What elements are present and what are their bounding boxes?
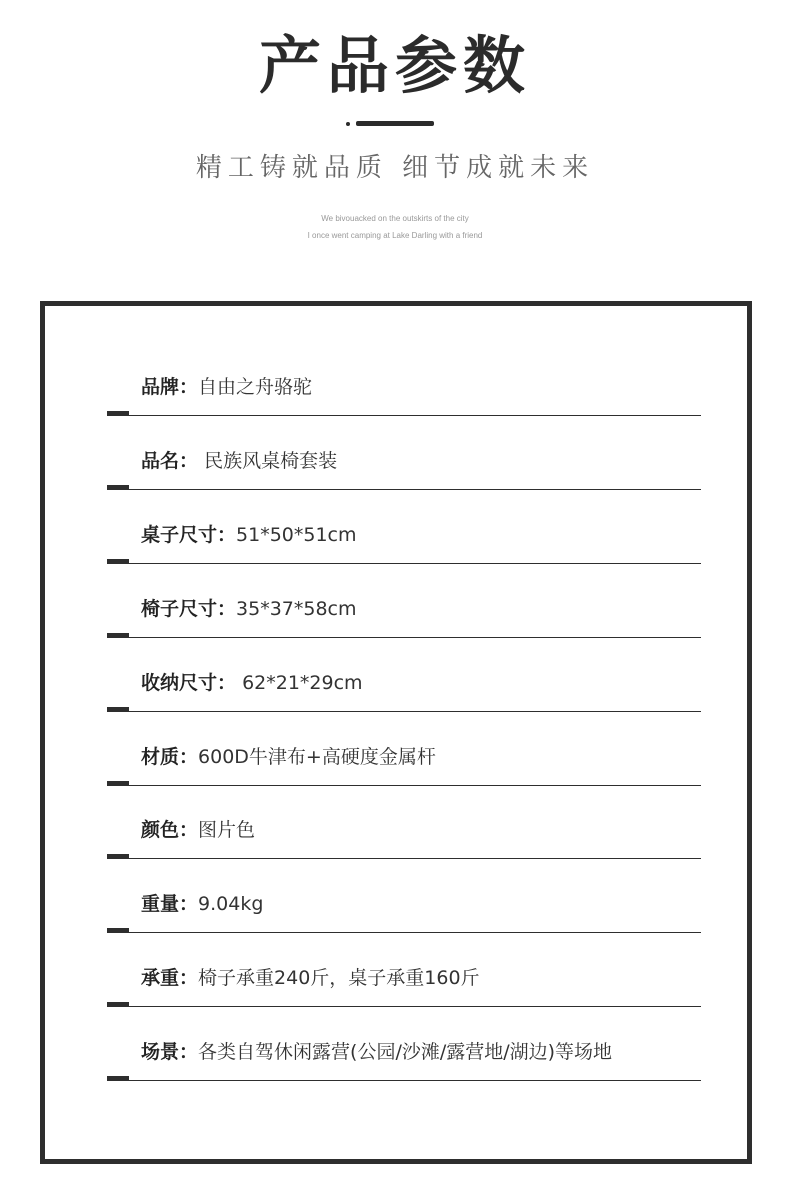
row-marker [107, 707, 129, 712]
row-marker [107, 854, 129, 859]
spec-value: 椅子承重240斤，桌子承重160斤 [198, 967, 480, 989]
spec-label: 椅子尺寸 [141, 598, 218, 620]
row-underline [107, 1080, 701, 1081]
page-subtitle: 精工铸就品质 细节成就未来 [195, 153, 595, 183]
row-marker [107, 559, 129, 564]
row-marker [107, 928, 129, 933]
spec-value: 图片色 [198, 819, 256, 841]
spec-label: 场景 [141, 1041, 180, 1063]
spec-value: 51*50*51cm [236, 524, 357, 546]
spec-text [141, 818, 255, 842]
spec-row [107, 375, 701, 449]
spec-text [141, 523, 357, 547]
divider-bar [356, 121, 434, 126]
spec-separator: ： [179, 893, 199, 915]
spec-text [141, 671, 363, 695]
row-underline [107, 637, 701, 638]
spec-label: 品名 [141, 450, 180, 472]
spec-text [141, 892, 263, 916]
spec-label: 承重 [141, 967, 180, 989]
spec-row [107, 671, 701, 745]
spec-label: 颜色 [141, 819, 180, 841]
row-underline [107, 1006, 701, 1007]
spec-row [107, 745, 701, 819]
row-marker [107, 1076, 129, 1081]
spec-value: 9.04kg [198, 893, 264, 915]
spec-value: 62*21*29cm [236, 672, 363, 694]
page-title: 产品参数 [258, 29, 531, 102]
title-divider [346, 120, 436, 126]
row-underline [107, 858, 701, 859]
spec-text [141, 375, 312, 399]
row-underline [107, 415, 701, 416]
row-underline [107, 563, 701, 564]
spec-separator: ： [179, 967, 199, 989]
spec-row [107, 449, 701, 523]
spec-text [141, 745, 436, 769]
spec-row [107, 597, 701, 671]
english-caption-line-1: We bivouacked on the outskirts of the city [321, 214, 469, 223]
spec-row [107, 818, 701, 892]
row-underline [107, 785, 701, 786]
row-underline [107, 489, 701, 490]
row-marker [107, 633, 129, 638]
spec-text [141, 449, 337, 473]
spec-separator: ： [179, 376, 199, 398]
spec-value: 各类自驾休闲露营(公园/沙滩/露营地/湖边)等场地 [198, 1041, 613, 1063]
spec-separator: ： [179, 1041, 199, 1063]
row-underline [107, 711, 701, 712]
spec-separator: ： [179, 450, 199, 472]
spec-label: 桌子尺寸 [141, 524, 218, 546]
spec-panel [40, 301, 752, 1164]
spec-value: 民族风桌椅套装 [198, 450, 338, 472]
spec-separator: ： [217, 598, 237, 620]
spec-label: 收纳尺寸 [141, 672, 218, 694]
spec-row [107, 523, 701, 597]
spec-separator: ： [179, 819, 199, 841]
row-marker [107, 411, 129, 416]
spec-text [141, 597, 357, 621]
spec-label: 品牌 [141, 376, 180, 398]
spec-value: 600D牛津布+高硬度金属杆 [198, 746, 436, 768]
spec-row [107, 1040, 701, 1114]
row-marker [107, 485, 129, 490]
english-caption-line-2: I once went camping at Lake Darling with a friend [307, 231, 483, 240]
spec-row [107, 966, 701, 1040]
spec-separator: ： [179, 746, 199, 768]
divider-dot [346, 122, 350, 126]
row-marker [107, 781, 129, 786]
spec-label: 材质 [141, 746, 180, 768]
spec-row [107, 892, 701, 966]
row-underline [107, 932, 701, 933]
spec-value: 35*37*58cm [236, 598, 357, 620]
spec-separator: ： [217, 672, 237, 694]
spec-value: 自由之舟骆驼 [198, 376, 313, 398]
spec-separator: ： [217, 524, 237, 546]
row-marker [107, 1002, 129, 1007]
spec-text [141, 1040, 612, 1064]
spec-text [141, 966, 480, 990]
spec-label: 重量 [141, 893, 180, 915]
page-header [0, 0, 790, 300]
